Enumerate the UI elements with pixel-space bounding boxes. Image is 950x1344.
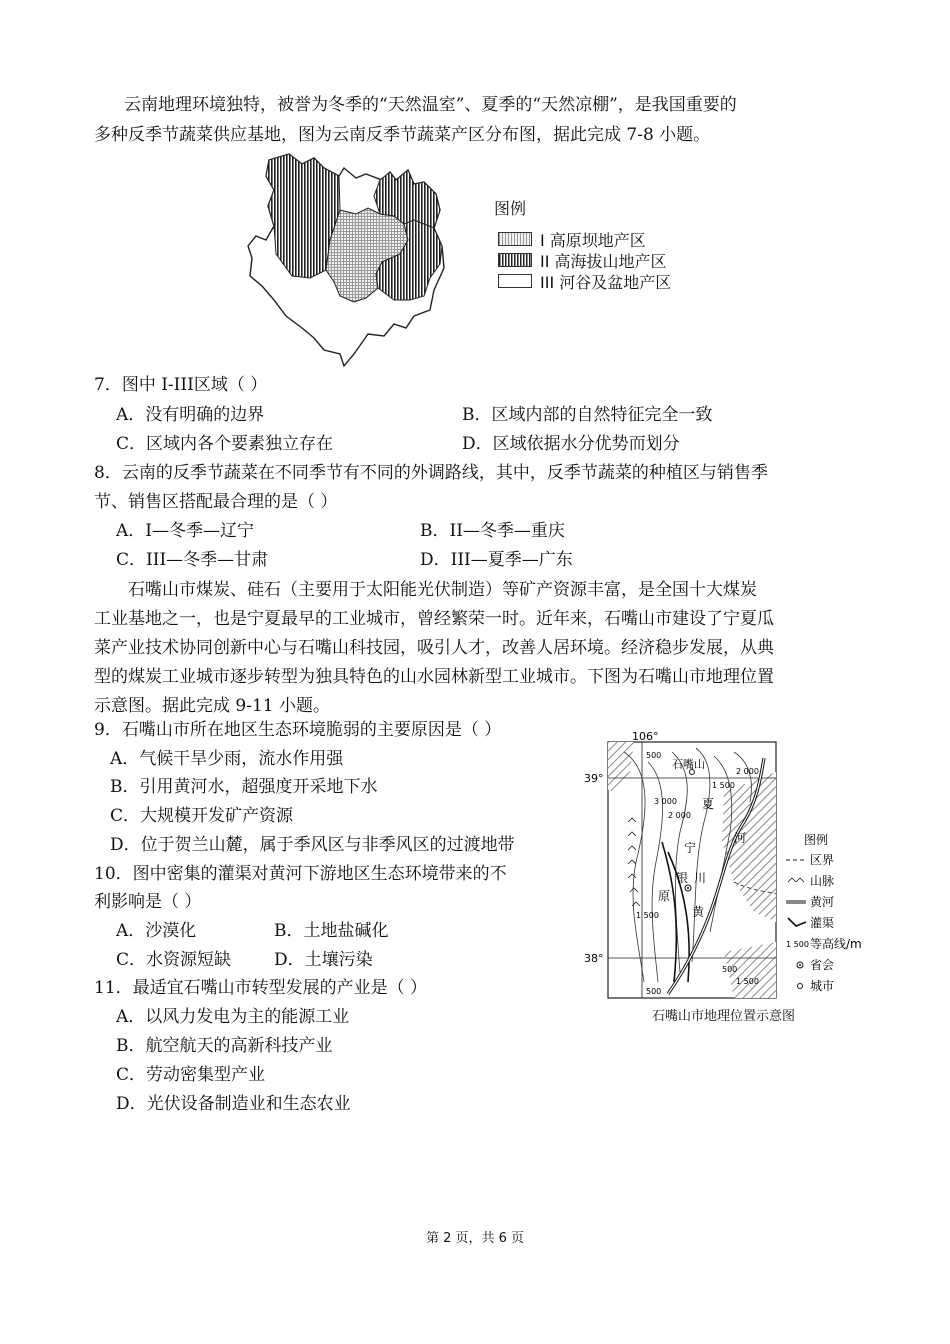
legend-yellow-river: 黄河	[810, 895, 835, 909]
label-contour-1500a: 1 500	[712, 781, 735, 790]
legend-title: 图例	[494, 199, 527, 218]
q9-option-d[interactable]: D．位于贺兰山麓，属于季风区与非季风区的过渡地带	[110, 835, 515, 855]
swatch-grid	[498, 232, 532, 246]
q8-option-c[interactable]: C．III—冬季—甘肃	[116, 550, 269, 570]
q11-option-c[interactable]: C．劳动密集型产业	[116, 1065, 266, 1085]
q7-option-c[interactable]: C．区域内各个要素独立存在	[116, 434, 334, 454]
label-contour-2000a: 2 000	[736, 767, 759, 776]
q8-option-a[interactable]: A．I—冬季—辽宁	[116, 521, 254, 541]
legend-boundary: 区界	[810, 853, 835, 867]
swatch-white	[498, 274, 532, 288]
shizuishan-location-map	[584, 732, 894, 1012]
label-contour-500a: 500	[646, 751, 662, 760]
intro1-line1: 云南地理环境独特，被誉为冬季的“天然温室”、夏季的“天然凉棚”，是我国重要的	[124, 95, 737, 115]
yunnan-map-legend	[492, 196, 712, 296]
q11-option-a[interactable]: A．以风力发电为主的能源工业	[116, 1007, 350, 1027]
label-38: 38°	[584, 952, 604, 965]
legend-contour: 等高线/m	[810, 937, 862, 951]
q10-stem-line2: 利影响是（ ）	[94, 892, 202, 912]
intro2-line5: 示意图。据此完成 9-11 小题。	[94, 696, 330, 716]
label-yuan: 原	[658, 889, 671, 903]
q7-option-d[interactable]: D．区域依据水分优势而划分	[462, 434, 680, 454]
label-shizuishan: 石嘴山	[672, 758, 705, 771]
label-106: 106°	[632, 732, 659, 743]
q11-option-b[interactable]: B．航空航天的高新科技产业	[116, 1036, 333, 1056]
q11-option-d[interactable]: D．光伏设备制造业和生态农业	[116, 1094, 351, 1114]
q7-stem: 7．图中 I-III区域（ ）	[94, 375, 268, 395]
map-caption: 石嘴山市地理位置示意图	[652, 1009, 796, 1024]
q9-option-b[interactable]: B．引用黄河水，超强度开采地下水	[110, 777, 378, 797]
yunnan-vegetable-map	[244, 150, 450, 374]
intro2-line1: 石嘴山市煤炭、硅石（主要用于太阳能光伏制造）等矿产资源丰富，是全国十大煤炭	[128, 580, 757, 600]
q9-option-c[interactable]: C．大规模开发矿产资源	[110, 806, 294, 826]
q10-option-b[interactable]: B．土地盐碱化	[274, 921, 389, 941]
legend-city: 城市	[810, 979, 835, 993]
legend-row-iii	[498, 270, 671, 292]
q11-stem: 11．最适宜石嘴山市转型发展的产业是（ ）	[94, 978, 428, 998]
q10-stem-line1: 10．图中密集的灌渠对黄河下游地区生态环境带来的不	[94, 864, 507, 884]
label-contour-500c: 500	[646, 987, 662, 996]
q9-stem: 9．石嘴山市所在地区生态环境脆弱的主要原因是（ ）	[94, 720, 502, 740]
q7-option-b[interactable]: B．区域内部的自然特征完全一致	[462, 405, 713, 425]
q8-option-b[interactable]: B．II—冬季—重庆	[420, 521, 565, 541]
q10-option-d[interactable]: D．土壤污染	[274, 950, 373, 970]
legend-row-ii	[498, 249, 667, 271]
label-contour-1500c: 1 500	[736, 977, 759, 986]
legend-label-ii: II 高海拔山地产区	[540, 251, 667, 271]
intro2-line2: 工业基地之一，也是宁夏最早的工业城市，曾经繁荣一时。近年来，石嘴山市建设了宁夏瓜	[94, 609, 774, 629]
legend-capital: 省会	[810, 958, 835, 972]
q10-option-c[interactable]: C．水资源短缺	[116, 950, 232, 970]
legend-row-i	[498, 228, 646, 250]
label-yin: 银	[676, 871, 689, 885]
label-xia: 夏	[702, 797, 715, 811]
label-contour-1500b: 1 500	[636, 911, 659, 920]
intro1-line2: 多种反季节蔬菜供应基地，图为云南反季节蔬菜产区分布图，据此完成 7-8 小题。	[94, 125, 711, 145]
q7-option-a[interactable]: A．没有明确的边界	[116, 405, 265, 425]
label-ning: 宁	[684, 841, 697, 855]
q8-stem-line2: 节、销售区搭配最合理的是（ ）	[94, 492, 338, 512]
q8-option-d[interactable]: D．III—夏季—广东	[420, 550, 573, 570]
page-footer: 第 2 页，共 6 页	[425, 1231, 525, 1246]
intro2-line3: 菜产业技术协同创新中心与石嘴山科技园，吸引人才，改善人居环境。经济稳步发展，从典	[94, 638, 774, 658]
label-huang: 黄	[692, 905, 705, 919]
legend-label-i: I 高原坝地产区	[540, 230, 646, 250]
label-39: 39°	[584, 772, 604, 785]
legend-contour-sample: 1 500	[786, 940, 809, 949]
label-contour-500b: 500	[722, 965, 738, 974]
label-contour-3000: 3 000	[654, 797, 677, 806]
map2-legend-title: 图例	[804, 833, 829, 847]
q8-stem-line1: 8．云南的反季节蔬菜在不同季节有不同的外调路线，其中，反季节蔬菜的种植区与销售季	[94, 463, 768, 483]
legend-label-iii: III 河谷及盆地产区	[540, 272, 672, 292]
swatch-vertical	[498, 253, 532, 267]
label-chuan: 川	[694, 871, 707, 885]
q10-option-a[interactable]: A．沙漠化	[116, 921, 197, 941]
q9-option-a[interactable]: A．气候干旱少雨，流水作用强	[110, 749, 344, 769]
legend-irrigation: 灌渠	[810, 916, 835, 930]
legend-mountain: 山脉	[810, 874, 835, 888]
intro2-line4: 型的煤炭工业城市逐步转型为独具特色的山水园林新型工业城市。下图为石嘴山市地理位置	[94, 667, 774, 687]
label-he: 河	[734, 831, 747, 845]
label-contour-2000b: 2 000	[668, 811, 691, 820]
